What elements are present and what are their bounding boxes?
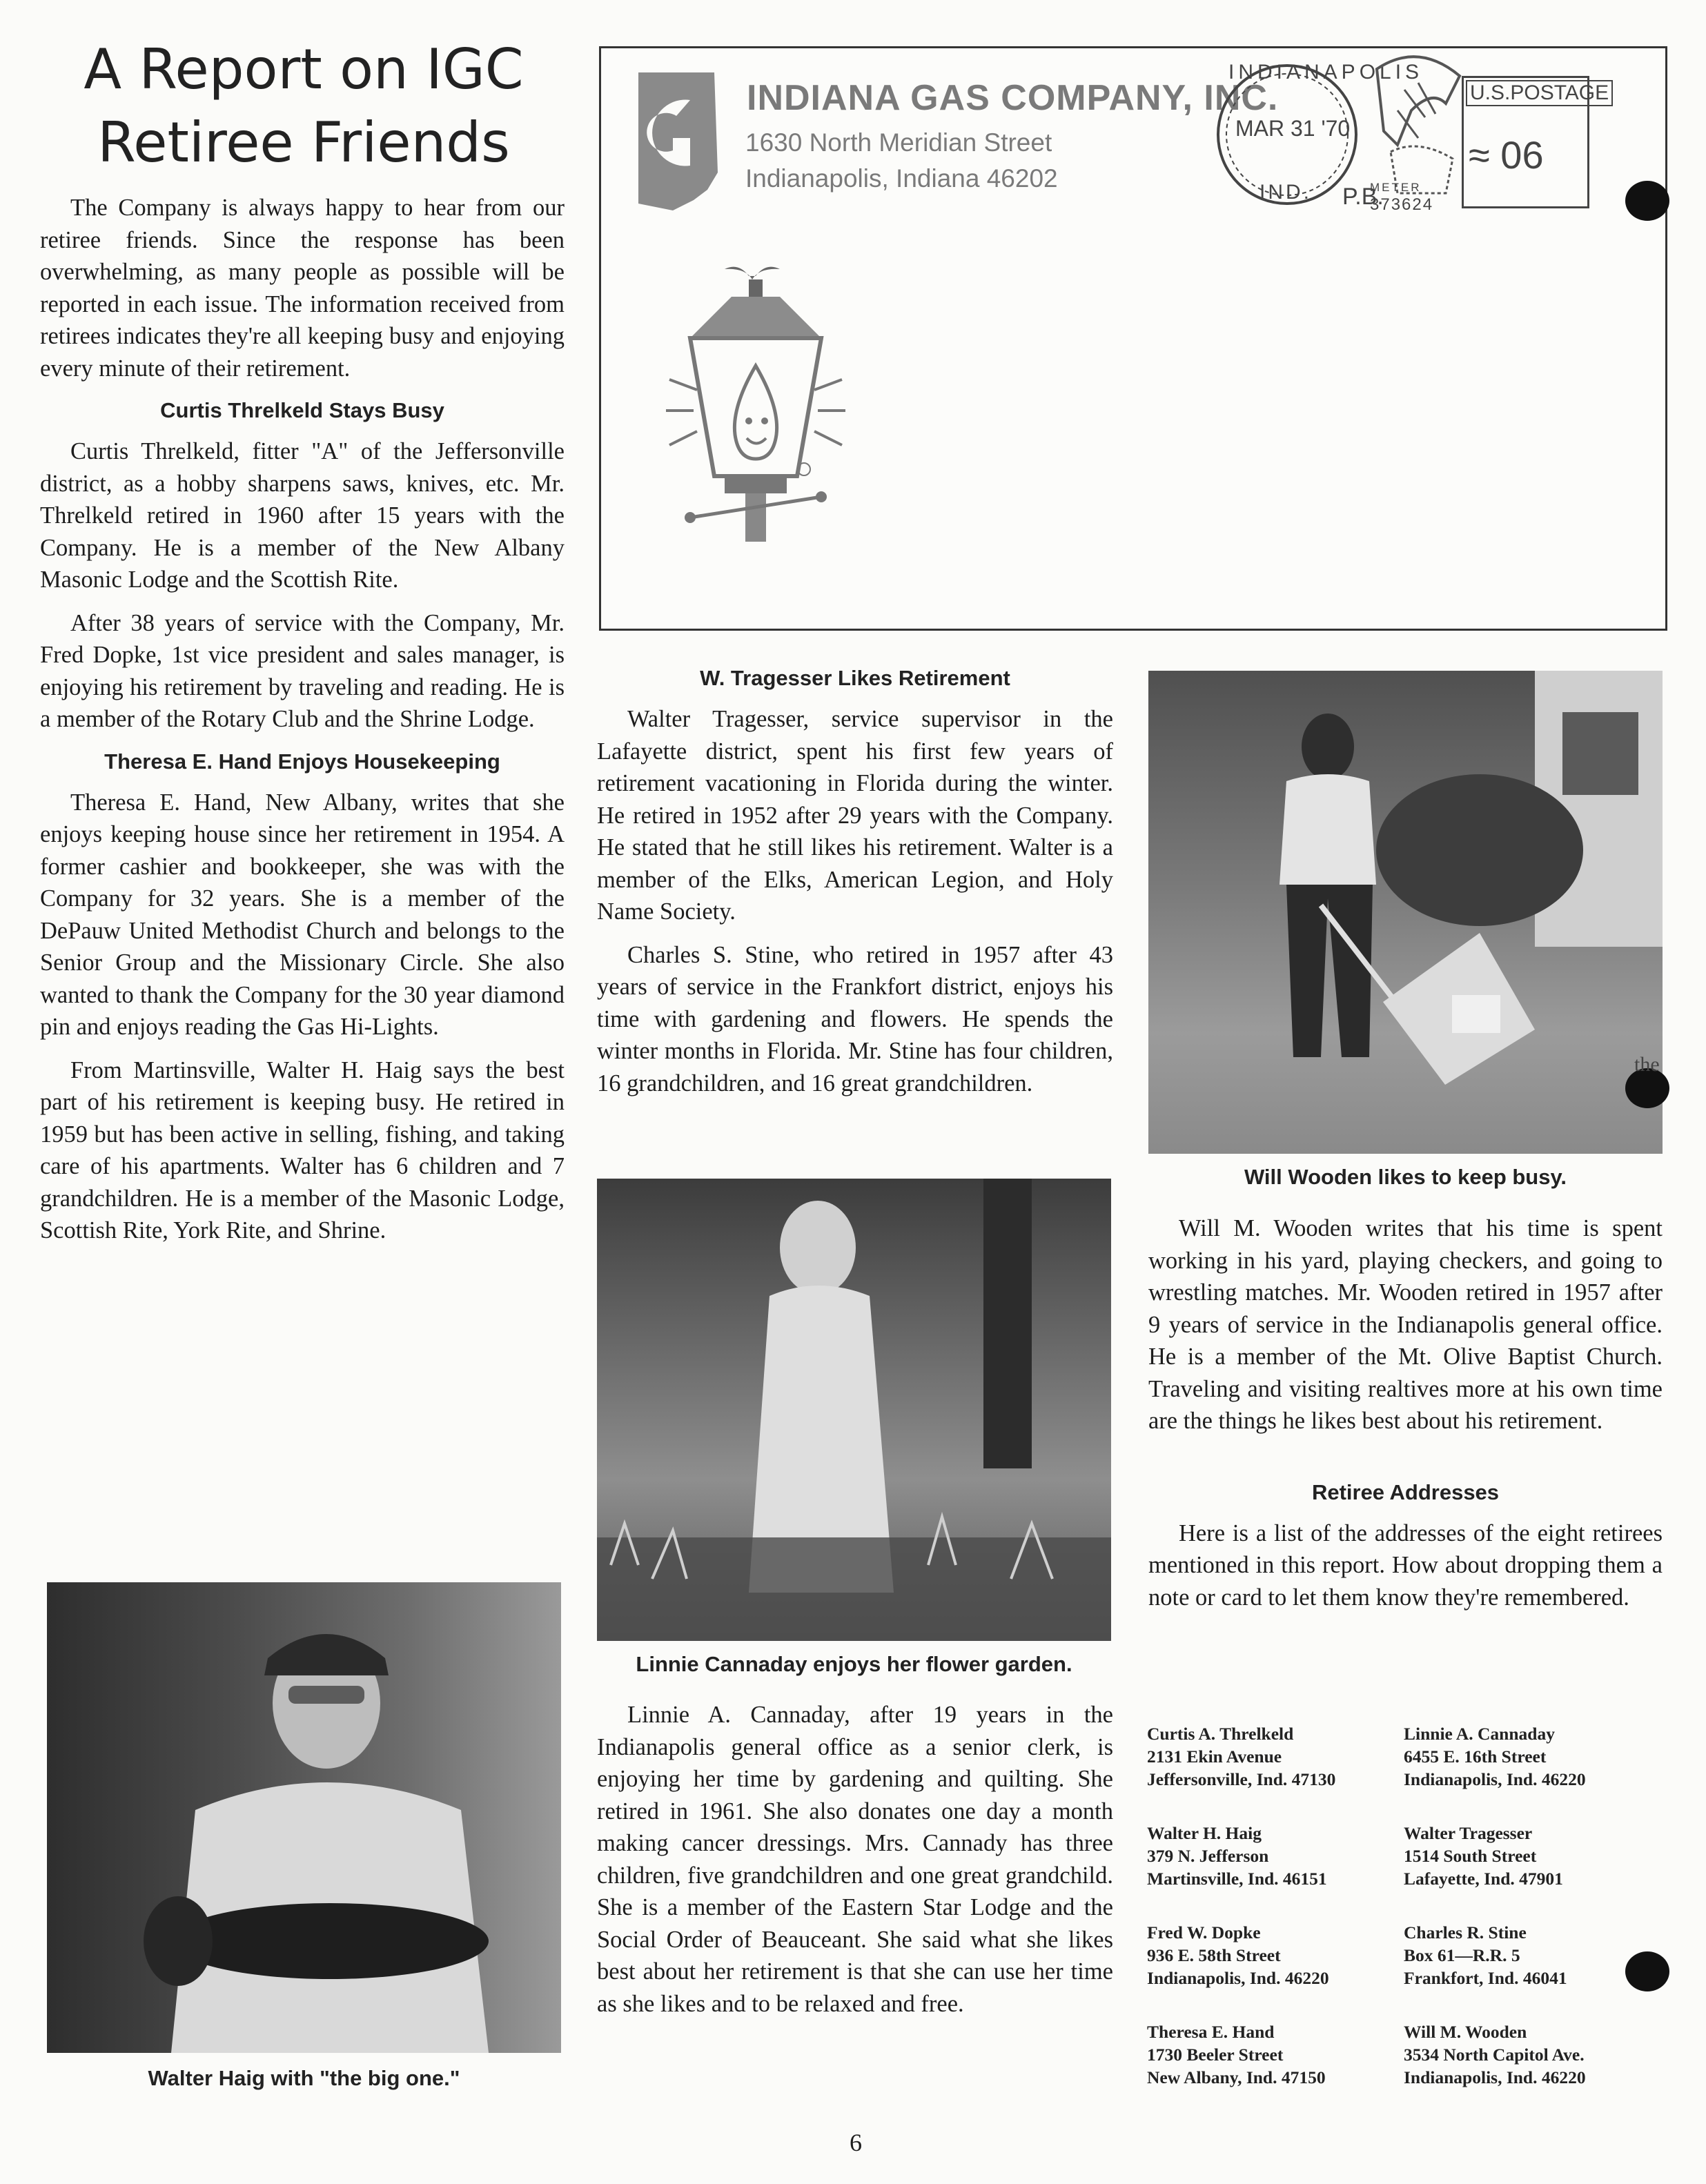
middle-column-lower	[597, 1699, 1113, 2031]
paragraph-addresses-intro: Here is a list of the addresses of the eight retirees mentioned in this report. How about dropping them a note or card to let them know they're remembered.	[1148, 1519, 1663, 1611]
address-wooden: Will M. Wooden 3534 North Capitol Ave. Indianapolis, Ind. 46220	[1404, 2022, 1586, 2087]
paragraph-tragesser: Walter Tragesser, service supervisor in the Lafayette district, spent his first few years of retirement vacationing in Florida during the winter. He retired in 1952 after 29 years with the Company. He stated that he still likes his retirement. Walter is a member of the Elks, American Legion, and Holy Name Society.	[597, 706, 1113, 925]
paragraph-threlkeld: Curtis Threlkeld, fitter "A" of the Jeffersonville district, as a hobby sharpens saws, knives, etc. Mr. Threlkeld retired in 1960 after 15 years with the Company. He is a member of the New Albany Masonic Lodge and the Scottish Rite.	[40, 438, 565, 593]
meter-prefix: P.B.	[1342, 184, 1384, 210]
binder-hole-top	[1625, 181, 1669, 221]
meter-label: METER	[1370, 181, 1422, 194]
postage-amount: ≈ 06	[1469, 133, 1544, 177]
envelope-street: 1630 North Meridian Street	[745, 128, 1052, 157]
paragraph-stine: Charles S. Stine, who retired in 1957 after 43 years of service in the Frankfort district, enjoys his time with gardening and flowers. He spends the winter months in Florida. Mr. Stine has four children, 16 grandchildren, and 16 great grandchildren.	[597, 941, 1113, 1096]
will-wooden-figure	[1148, 671, 1663, 1154]
paragraph-cannaday: Linnie A. Cannaday, after 19 years in the Indianapolis general office as a senior clerk, is enjoying her time by gardening and quilting. She retired in 1961. She also donates one day a month making cancer dressings. Mrs. Cannady has three children, five grandchildren and one great grandchild. She is a member of the Eastern Star Lodge and the Social Order of Beauceant. She said what she likes best about her retirement is that she can use her time as she likes and to be relaxed and free.	[597, 1702, 1113, 2017]
heading-threlkeld: Curtis Threlkeld Stays Busy	[160, 398, 444, 422]
heading-retiree-addresses: Retiree Addresses	[1311, 1479, 1500, 1504]
paragraph-haig: From Martinsville, Walter H. Haig says the best part of his retirement is keeping busy. He retired in 1959 but has been active in selling, fishing, and taking care of his apartments. Walter has 6 children and 7 grandchildren. He is a member of the Masonic Lodge, Scottish Rite, York Rite, and Shrine.	[40, 1056, 565, 1243]
address-threlkeld: Curtis A. Threlkeld 2131 Ekin Avenue Jeffersonville, Ind. 47130	[1147, 1724, 1336, 1789]
gas-lamp-logo-icon	[642, 248, 870, 552]
heading-tragesser: W. Tragesser Likes Retirement	[700, 666, 1010, 690]
walter-haig-figure	[47, 1582, 561, 2053]
binder-hole-bottom	[1625, 1951, 1669, 1991]
photo-will-wooden	[1148, 671, 1663, 1154]
paragraph-wooden: Will M. Wooden writes that his time is spent working in his yard, playing checkers, and going to wrestling matches. Mr. Wooden retired in 1957 after 9 years of service in the Indianapolis general office. He is a member of the Mt. Olive Baptist Church. Traveling and visiting realtives more at his own time are the things he likes best about his retirement.	[1148, 1215, 1663, 1434]
envelope-city: Indianapolis, Indiana 46202	[745, 164, 1058, 193]
address-tragesser: Walter Tragesser 1514 South Street Lafayette, Ind. 47901	[1404, 1823, 1563, 1889]
address-stine: Charles R. Stine Box 61—R.R. 5 Frankfort, Ind. 46041	[1404, 1922, 1567, 1988]
envelope-company-name: INDIANA GAS COMPANY, INC.	[747, 78, 1279, 118]
photo-linnie-cannaday	[597, 1179, 1111, 1641]
margin-text-fragment: the	[1634, 1053, 1660, 1076]
postage-label: U.S.POSTAGE	[1466, 80, 1613, 106]
postmark-city: INDIANAPOLIS	[1228, 61, 1424, 83]
right-column	[1148, 1212, 1663, 1624]
postage-amount-value: 06	[1500, 133, 1544, 177]
address-hand: Theresa E. Hand 1730 Beeler Street New Albany, Ind. 47150	[1147, 2022, 1326, 2087]
photo-walter-haig	[47, 1582, 561, 2053]
caption-linnie-cannaday: Linnie Cannaday enjoys her flower garden.	[636, 1652, 1072, 1676]
page-number: 6	[850, 2129, 862, 2156]
paragraph-hand: Theresa E. Hand, New Albany, writes that she enjoys keeping house since her retirement in 1954. A former cashier and bookkeeper, she was with the Company for 32 years. She is a member of the DePauw United Methodist Church and belongs to the Senior Group and the Missionary Circle. She also wanted to thank the Company for the 30 year diamond pin and enjoys reading the Gas Hi-Lights.	[40, 789, 565, 1040]
linnie-cannaday-figure	[597, 1179, 1111, 1641]
title-line-1: A Report on IGC	[84, 37, 524, 101]
middle-column	[597, 659, 1113, 1110]
postmark-state: IND.	[1259, 181, 1312, 204]
postmark-date: MAR 31 '70	[1235, 116, 1351, 141]
caption-will-wooden: Will Wooden likes to keep busy.	[1244, 1165, 1567, 1189]
address-cannaday: Linnie A. Cannaday 6455 E. 16th Street Indianapolis, Ind. 46220	[1404, 1724, 1586, 1789]
intro-paragraph: The Company is always happy to hear from our retiree friends. Since the response has been overwhelming, as many people as possible will be reported in each issue. The information received from retirees indicates they're all keeping busy and enjoying every minute of their retirement.	[40, 195, 565, 382]
paragraph-dopke: After 38 years of service with the Company, Mr. Fred Dopke, 1st vice president and sales manager, is enjoying his retirement by traveling and reading. He is a member of the Rotary Club and the Shrine Lodge.	[40, 609, 565, 732]
indiana-gas-logo	[625, 69, 728, 214]
eagle-meter-icon	[1370, 48, 1467, 200]
page-title	[41, 33, 566, 179]
address-haig: Walter H. Haig 379 N. Jefferson Martinsville, Ind. 46151	[1147, 1823, 1327, 1889]
address-dopke: Fred W. Dopke 936 E. 58th Street Indianapolis, Ind. 46220	[1147, 1922, 1329, 1988]
heading-hand: Theresa E. Hand Enjoys Housekeeping	[104, 749, 500, 774]
meter-number: 373624	[1370, 195, 1434, 214]
title-line-2: Retiree Friends	[97, 110, 510, 175]
left-column	[40, 192, 565, 1258]
caption-walter-haig: Walter Haig with "the big one."	[148, 2066, 460, 2090]
